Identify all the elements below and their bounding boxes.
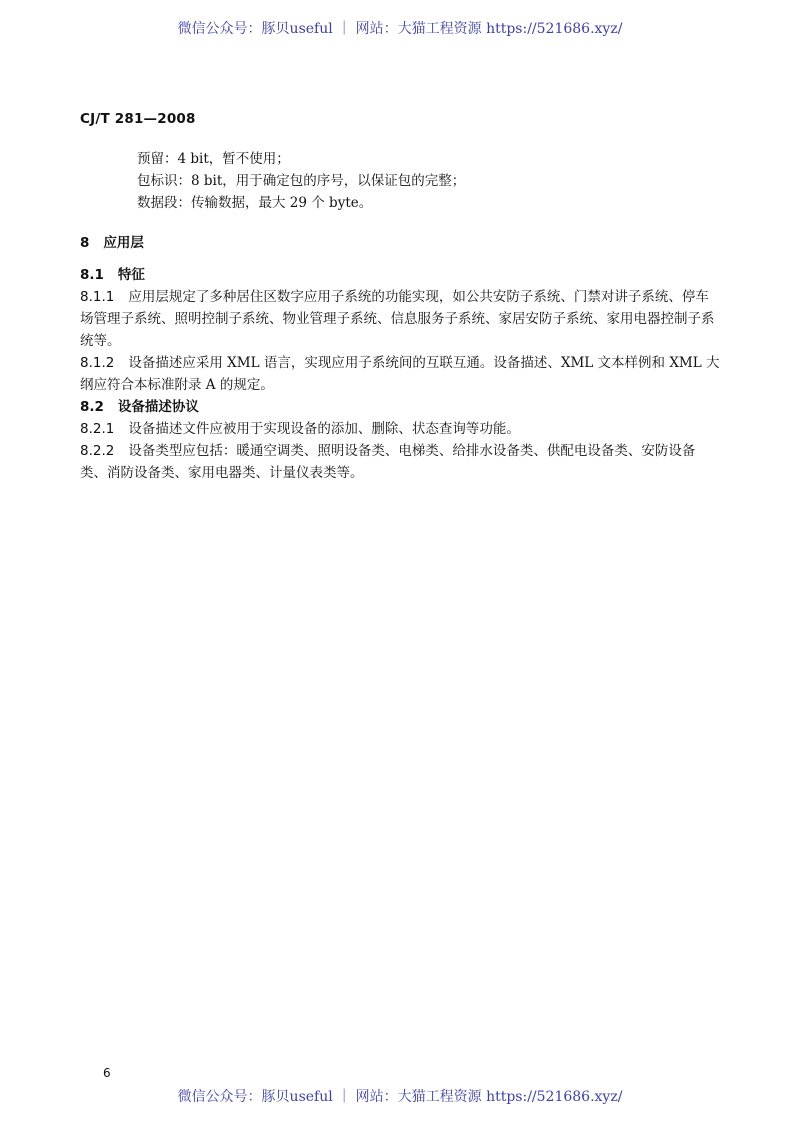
clause-8-2-2 xyxy=(80,440,720,484)
watermark-top: 微信公众号：豚贝useful ｜ 网站：大猫工程资源 https://521686.xyz/ xyxy=(177,21,623,37)
clause-8-1-1-number: 8.1.1 xyxy=(80,289,115,305)
section-8-1-title: 特征 xyxy=(117,267,145,283)
standard-code: CJ/T 281—2008 xyxy=(80,111,196,127)
section-8-heading xyxy=(80,232,720,254)
field-packet-id: 包标识：8 bit，用于确定包的序号，以保证包的完整； xyxy=(137,173,466,189)
section-8-2-number: 8.2 xyxy=(80,399,104,415)
page-number: 6 xyxy=(103,1066,111,1080)
clause-8-1-1-text: 应用层规定了多种居住区数字应用子系统的功能实现，如公共安防子系统、门禁对讲子系统、停车场管理子系统、照明控制子系统、物业管理子系统、信息服务子系统、家居安防子系统、家用电器控制子系统等。 xyxy=(80,289,715,349)
clause-8-1-1 xyxy=(80,286,720,352)
field-data-segment: 数据段：传输数据，最大 29 个 byte。 xyxy=(137,195,373,211)
clause-8-2-2-text: 设备类型应包括：暖通空调类、照明设备类、电梯类、给排水设备类、供配电设备类、安防设备类、消防设备类、家用电器类、计量仪表类等。 xyxy=(80,443,696,481)
clause-8-1-2 xyxy=(80,352,720,396)
document-body xyxy=(80,148,720,484)
watermark-bottom: 微信公众号：豚贝useful ｜ 网站：大猫工程资源 https://521686.xyz/ xyxy=(177,1089,623,1105)
clause-8-2-1-number: 8.2.1 xyxy=(80,421,115,437)
section-8-number: 8 xyxy=(80,235,90,251)
section-8-title: 应用层 xyxy=(103,235,144,251)
clause-8-2-1-text: 设备描述文件应被用于实现设备的添加、删除、状态查询等功能。 xyxy=(128,421,520,437)
section-8-1-number: 8.1 xyxy=(80,267,104,283)
section-8-1-heading xyxy=(80,264,720,286)
clause-8-2-1 xyxy=(80,418,720,440)
section-8-2-heading xyxy=(80,396,720,418)
clause-8-1-2-number: 8.1.2 xyxy=(80,355,115,371)
clause-8-1-2-text: 设备描述应采用 XML 语言，实现应用子系统间的互联互通。设备描述、XML 文本样例和 XML 大纲应符合本标准附录 A 的规定。 xyxy=(80,355,720,393)
section-8-2-title: 设备描述协议 xyxy=(117,399,199,415)
field-reserved: 预留：4 bit，暂不使用； xyxy=(137,151,290,167)
clause-8-2-2-number: 8.2.2 xyxy=(80,443,115,459)
